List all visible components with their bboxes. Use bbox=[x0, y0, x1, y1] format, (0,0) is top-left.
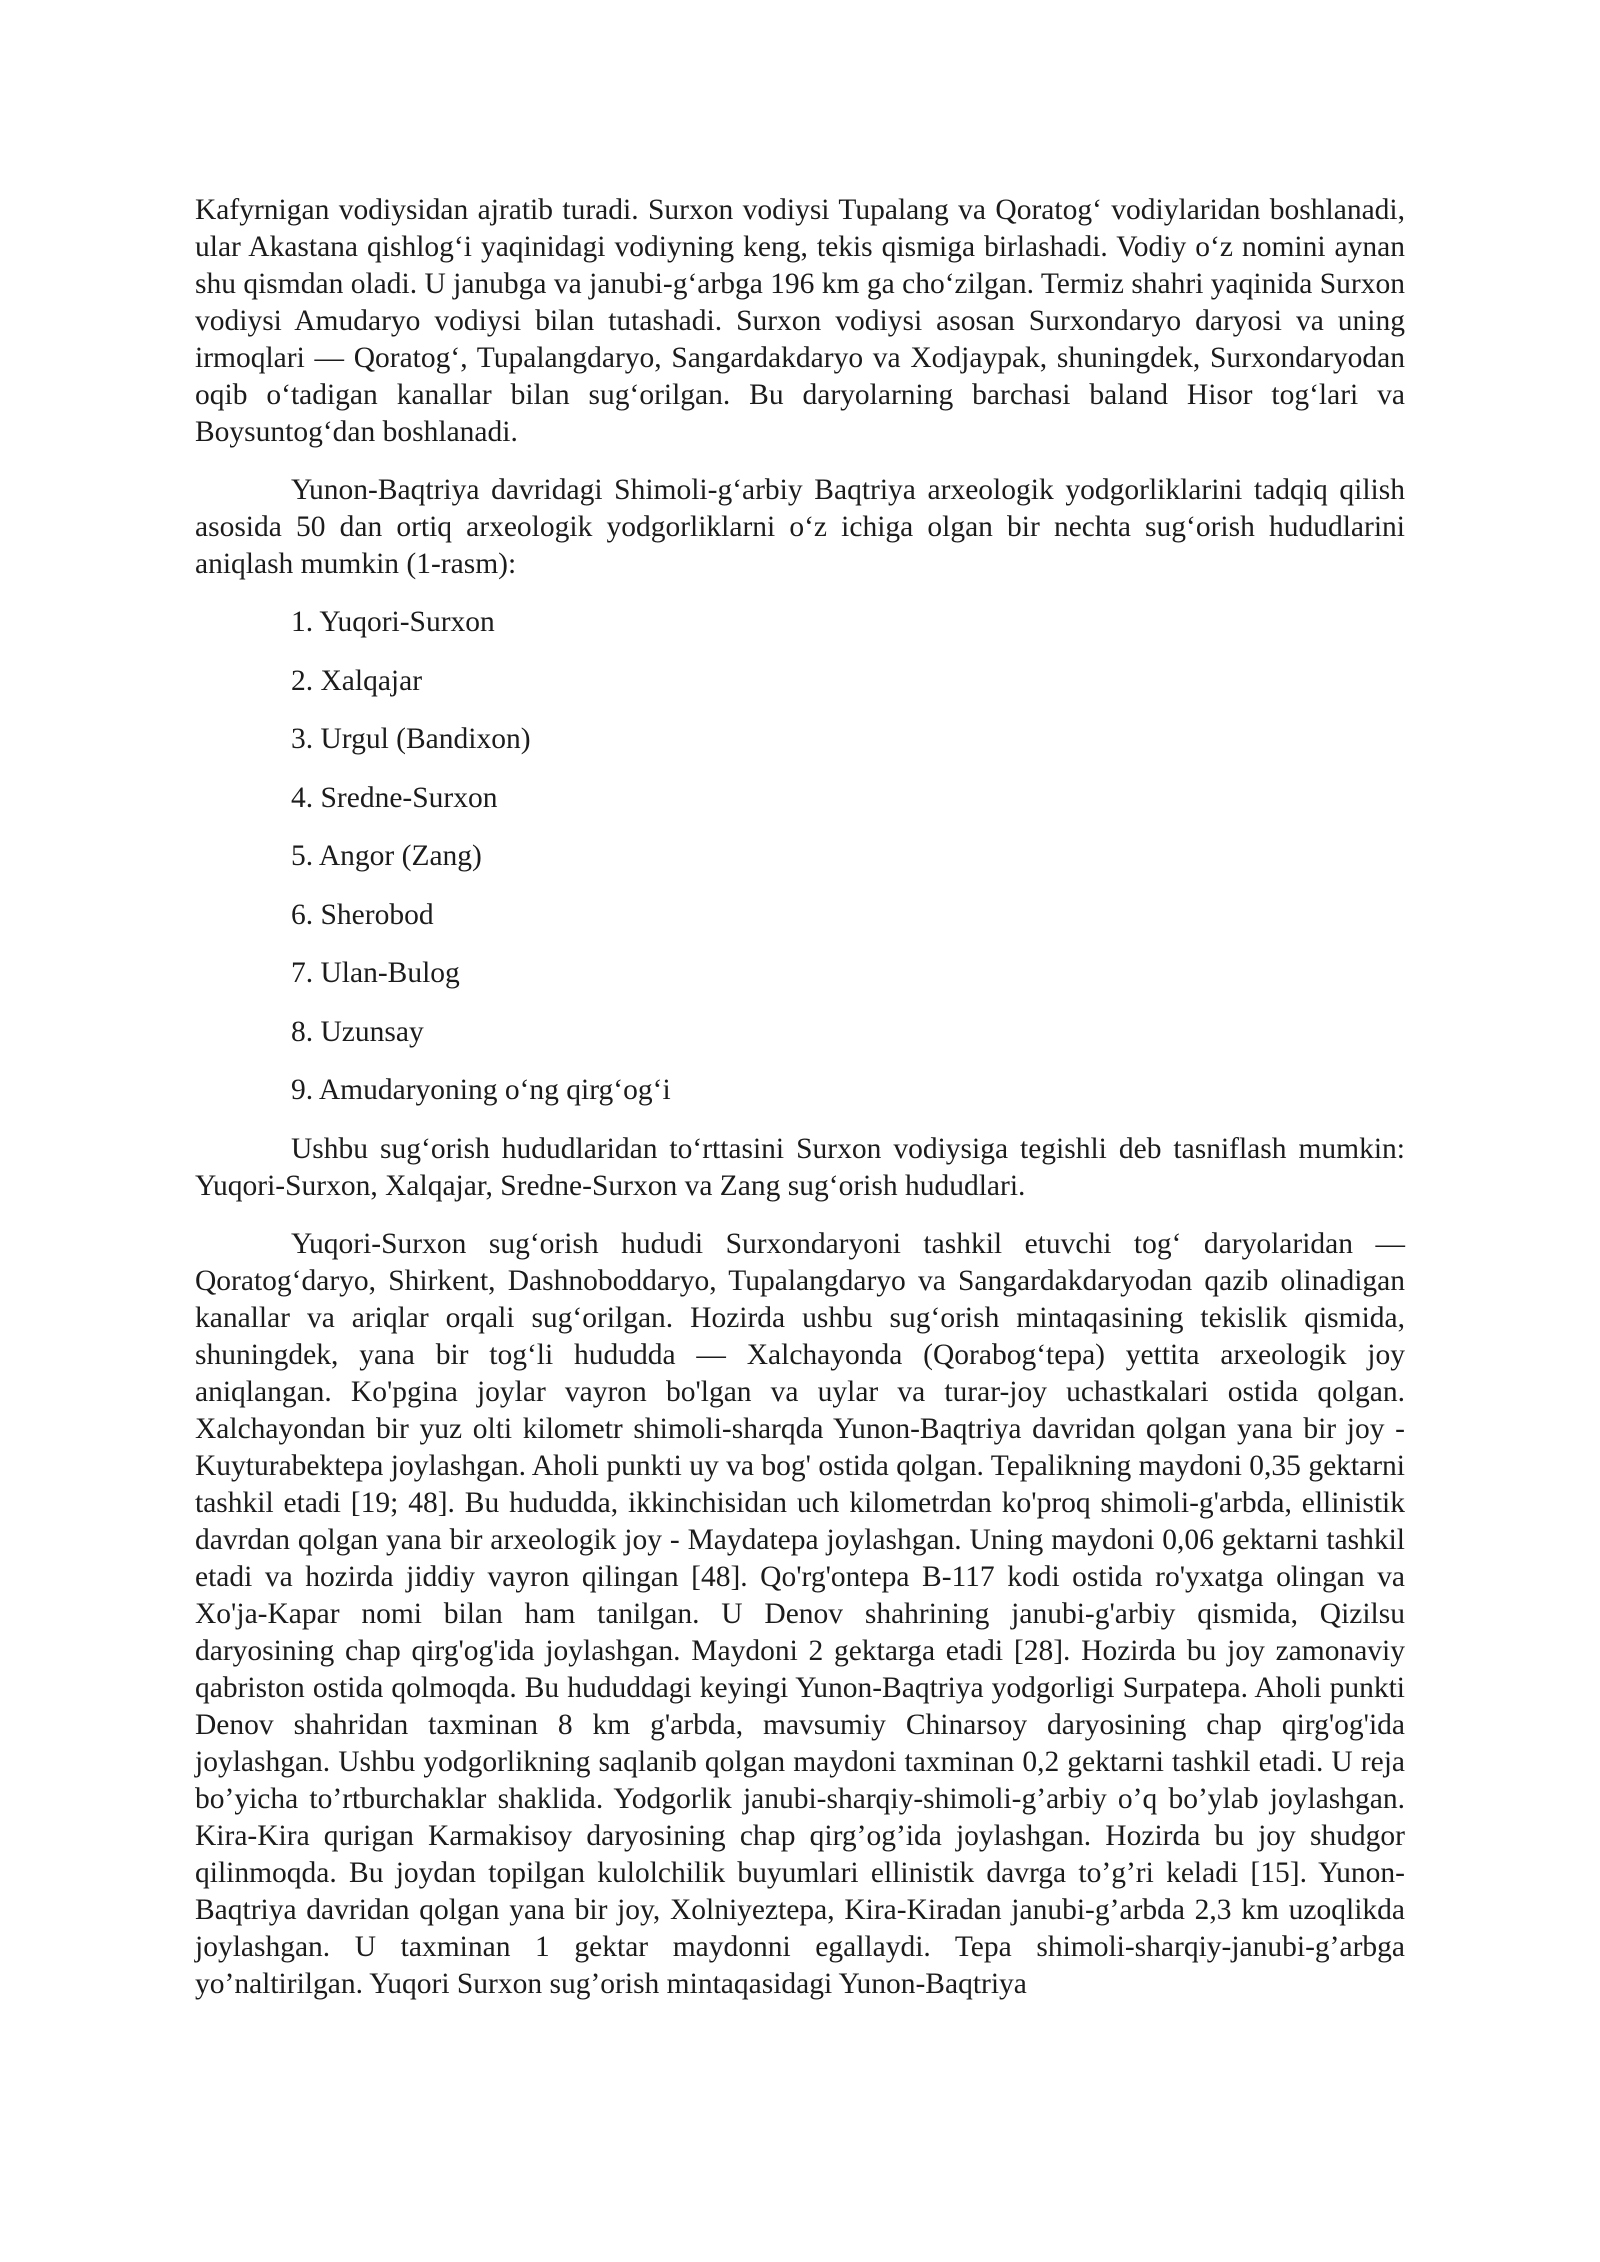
list-item: 8. Uzunsay bbox=[291, 1015, 424, 1048]
list-item: 9. Amudaryoning o‘ng qirg‘og‘i bbox=[291, 1074, 671, 1106]
list-item: 1. Yuqori-Surxon bbox=[291, 606, 495, 638]
list-item: 2. Xalqajar bbox=[291, 664, 423, 697]
list-item: 3. Urgul (Bandixon) bbox=[291, 723, 531, 755]
paragraph-classification: Ushbu sug‘orish hududlaridan to‘rttasini Surxon vodiysiga tegishli deb tasniflash mumkin: Yuqori-Surxon, Xalqajar, Sredne-Surxon va Zang sug‘orish hududlari. bbox=[195, 1132, 1405, 1202]
list-item: 6. Sherobod bbox=[291, 898, 434, 931]
irrigation-regions-list bbox=[195, 604, 1405, 1109]
paragraph-surxon-valley: Kafyrnigan vodiysidan ajratib turadi. Surxon vodiysi Tupalang va Qoratog‘ vodiylaridan boshlanadi, ular Akastana qishlog‘i yaqinidagi vodiyning keng, tekis qismiga birlashadi. Vodiy o‘z nomini aynan shu qismdan oladi. U janubga va janubi-g‘arbga 196 km ga cho‘zilgan. Termiz shahri yaqinida Surxon vodiysi Amudaryo vodiysi bilan tutashadi. Surxon vodiysi asosan Surxondaryo daryosi va uning irmoqlari — Qoratog‘, Tupalangdaryo, Sangardakdaryo va Xodjaypak, shuningdek, Surxondaryodan oqib o‘tadigan kanallar bilan sug‘orilgan. Bu daryolarning barchasi baland Hisor tog‘lari va Boysuntog‘dan boshlanadi. bbox=[195, 194, 1405, 448]
list-item: 7. Ulan-Bulog bbox=[291, 957, 460, 989]
paragraph-upper-surxon: Yuqori-Surxon sug‘orish hududi Surxondaryoni tashkil etuvchi tog‘ daryolaridan — Qoratog‘daryo, Shirkent, Dashnoboddaryo, Tupalangdaryo va Sangardakdaryodan qazib olinadigan kanallar va ariqlar orqali sug‘orilgan. Hozirda ushbu sug‘orish mintaqasining tekislik qismida, shuningdek, yana bir tog‘li hududda — Xalchayonda (Qorabog‘tepa) yettita arxeologik joy aniqlangan. Ko'pgina joylar vayron bo'lgan va uylar va turar-joy uchastkalari ostida qolgan. Xalchayondan bir yuz olti kilometr shimoli-sharqda Yunon-Baqtriya davridan qolgan yana bir joy - Kuyturabektepa joylashgan. Aholi punkti uy va bog' ostida qolgan. Tepalikning maydoni 0,35 gektarni tashkil etadi [19; 48]. Bu hududda, ikkinchisidan uch kilometrdan ko'proq shimoli-g'arbda, ellinistik davrdan qolgan yana bir arxeologik joy - Maydatepa joylashgan. Uning maydoni 0,06 gektarni tashkil etadi va hozirda jiddiy vayron qilingan [48]. Qo'rg'ontepa B-117 kodi ostida ro'yxatga olingan va Xo'ja-Kapar nomi bilan ham tanilgan. U Denov shahrining janubi-g'arbiy qismida, Qizilsu daryosining chap qirg'og'ida joylashgan. Maydoni 2 gektarga etadi [28]. Hozirda bu joy zamonaviy qabriston ostida qolmoqda. Bu hududdagi keyingi Yunon-Baqtriya yodgorligi Surpatepa. Aholi punkti Denov shahridan taxminan 8 km g'arbda, mavsumiy Chinarsoy daryosining chap qirg'og'ida joylashgan. Ushbu yodgorlikning saqlanib qolgan maydoni taxminan 0,2 gektarni tashkil etadi. U reja bo’yicha to’rtburchaklar shaklida. Yodgorlik janubi-sharqiy-shimoli-g’arbiy o’q bo’ylab joylashgan. Kira-Kira qurigan Karmakisoy daryosining chap qirg’og’ida joylashgan. Hozirda bu joy shudgor qilinmoqda. Bu joydan topilgan kulolchilik buyumlari ellinistik davrga to’g’ri keladi [15]. Yunon-Baqtriya davridan qolgan yana bir joy, Xolniyeztepa, Kira-Kiradan janubi-g’arbda 2,3 km uzoqlikda joylashgan. U taxminan 1 gektar maydonni egallaydi. Tepa shimoli-sharqiy-janubi-g’arbga yo’naltirilgan. Yuqori Surxon sug’orish mintaqasidagi Yunon-Baqtriya bbox=[195, 1227, 1405, 2000]
paragraph-irrigation-intro: Yunon-Baqtriya davridagi Shimoli-g‘arbiy Baqtriya arxeologik yodgorliklarini tadqiq qilish asosida 50 dan ortiq arxeologik yodgorliklarni o‘z ichiga olgan bir nechta sug‘orish hududlarini aniqlash mumkin (1-rasm): bbox=[195, 474, 1405, 580]
list-item: 4. Sredne-Surxon bbox=[291, 781, 498, 814]
document-body bbox=[195, 192, 1405, 2024]
list-item: 5. Angor (Zang) bbox=[291, 840, 482, 872]
